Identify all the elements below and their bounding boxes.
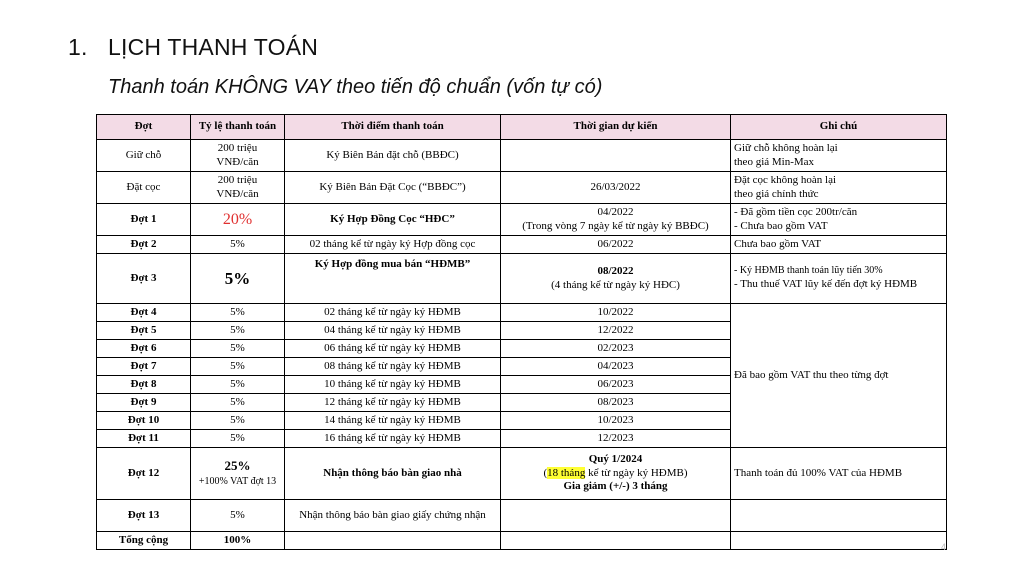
note-line: theo giá chính thức bbox=[734, 187, 819, 200]
cell-rate: 100% bbox=[191, 532, 285, 550]
rate-line: VNĐ/căn bbox=[216, 187, 259, 200]
cell-moment: Ký Hợp Đồng Cọc “HĐC” bbox=[285, 204, 501, 236]
cell-time: 26/03/2022 bbox=[501, 172, 731, 204]
cell-note-merged: Đã bao gồm VAT thu theo từng đợt bbox=[731, 304, 947, 448]
cell-moment: 14 tháng kể từ ngày ký HĐMB bbox=[285, 412, 501, 430]
table-header-row bbox=[97, 115, 947, 140]
cell-rate: 20% bbox=[191, 204, 285, 236]
cell-time: 02/2023 bbox=[501, 340, 731, 358]
cell-rate: 5% bbox=[191, 394, 285, 412]
cell-moment: 02 tháng kể từ ngày ký HĐMB bbox=[285, 304, 501, 322]
cell-dot: Đợt 2 bbox=[97, 236, 191, 254]
rate-line: 25% bbox=[224, 458, 251, 474]
cell-time: 12/2023 bbox=[501, 430, 731, 448]
rate-line: VNĐ/căn bbox=[216, 155, 259, 168]
col-header-moment: Thời điểm thanh toán bbox=[285, 115, 501, 140]
cell-moment: 16 tháng kể từ ngày ký HĐMB bbox=[285, 430, 501, 448]
cell-time bbox=[501, 204, 731, 236]
page-number: 4 bbox=[940, 542, 946, 552]
cell-dot: Đợt 6 bbox=[97, 340, 191, 358]
cell-dot: Đợt 1 bbox=[97, 204, 191, 236]
cell-note bbox=[731, 140, 947, 172]
payment-schedule-table bbox=[96, 114, 947, 550]
cell-moment: Nhận thông báo bàn giao nhà bbox=[285, 448, 501, 500]
cell-time: 10/2023 bbox=[501, 412, 731, 430]
note-line: Giữ chỗ không hoàn lại bbox=[734, 141, 838, 154]
cell-dot: Đợt 8 bbox=[97, 376, 191, 394]
cell-time: 04/2023 bbox=[501, 358, 731, 376]
note-line: Đặt cọc không hoàn lại bbox=[734, 173, 837, 186]
cell-rate bbox=[191, 172, 285, 204]
cell-time: 08/2023 bbox=[501, 394, 731, 412]
table-row bbox=[97, 236, 947, 254]
table-row bbox=[97, 140, 947, 172]
cell-note bbox=[731, 500, 947, 532]
time-line: Gia giảm (+/-) 3 tháng bbox=[563, 480, 668, 493]
time-line: 04/2022 bbox=[597, 205, 634, 218]
cell-time bbox=[501, 500, 731, 532]
rate-sub-line: +100% VAT đợt 13 bbox=[198, 476, 277, 487]
cell-rate: 5% bbox=[191, 500, 285, 532]
cell-moment: 10 tháng kể từ ngày ký HĐMB bbox=[285, 376, 501, 394]
cell-rate: 5% bbox=[191, 376, 285, 394]
time-paren: ( bbox=[543, 466, 548, 479]
table-row bbox=[97, 448, 947, 500]
table-row bbox=[97, 172, 947, 204]
cell-moment bbox=[285, 532, 501, 550]
cell-rate: 5% bbox=[191, 304, 285, 322]
cell-time: 06/2023 bbox=[501, 376, 731, 394]
cell-note: Thanh toán đủ 100% VAT của HĐMB bbox=[731, 448, 947, 500]
cell-rate bbox=[191, 448, 285, 500]
title-text: LỊCH THANH TOÁN bbox=[108, 34, 319, 60]
col-header-note: Ghi chú bbox=[731, 115, 947, 140]
time-line: kể từ ngày ký HĐMB) bbox=[585, 466, 688, 479]
cell-time bbox=[501, 254, 731, 304]
table-total-row bbox=[97, 532, 947, 550]
cell-dot: Đợt 4 bbox=[97, 304, 191, 322]
cell-note bbox=[731, 204, 947, 236]
cell-rate: 5% bbox=[191, 340, 285, 358]
rate-line: 200 triệu bbox=[217, 173, 258, 186]
cell-time: 10/2022 bbox=[501, 304, 731, 322]
time-line: (Trong vòng 7 ngày kể từ ngày ký BBĐC) bbox=[522, 219, 709, 232]
rate-line: 200 triệu bbox=[217, 141, 258, 154]
cell-rate: 5% bbox=[191, 412, 285, 430]
cell-moment: Ký Biên Bản Đặt Cọc (“BBĐC”) bbox=[285, 172, 501, 204]
cell-dot: Đợt 7 bbox=[97, 358, 191, 376]
page-title bbox=[68, 34, 318, 61]
time-line: Quý 1/2024 bbox=[588, 452, 643, 465]
cell-rate: 5% bbox=[191, 430, 285, 448]
cell-dot: Tổng cộng bbox=[97, 532, 191, 550]
cell-moment: 12 tháng kể từ ngày ký HĐMB bbox=[285, 394, 501, 412]
note-line: - Chưa bao gồm VAT bbox=[734, 219, 828, 232]
cell-rate: 5% bbox=[191, 322, 285, 340]
cell-dot: Giữ chỗ bbox=[97, 140, 191, 172]
cell-rate bbox=[191, 140, 285, 172]
time-highlight: 18 tháng bbox=[547, 466, 586, 479]
note-line: theo giá Min-Max bbox=[734, 155, 815, 168]
cell-dot: Đợt 11 bbox=[97, 430, 191, 448]
time-line: 08/2022 bbox=[597, 264, 634, 277]
cell-moment: 02 tháng kể từ ngày ký Hợp đồng cọc bbox=[285, 236, 501, 254]
cell-moment: 06 tháng kể từ ngày ký HĐMB bbox=[285, 340, 501, 358]
cell-dot: Đợt 3 bbox=[97, 254, 191, 304]
cell-rate: 5% bbox=[191, 254, 285, 304]
table-row bbox=[97, 500, 947, 532]
cell-moment: 04 tháng kể từ ngày ký HĐMB bbox=[285, 322, 501, 340]
time-line: (4 tháng kể từ ngày ký HĐC) bbox=[551, 278, 680, 291]
cell-dot: Đợt 10 bbox=[97, 412, 191, 430]
cell-moment: 08 tháng kể từ ngày ký HĐMB bbox=[285, 358, 501, 376]
cell-moment: Nhận thông báo bàn giao giấy chứng nhận bbox=[285, 500, 501, 532]
col-header-rate: Tỷ lệ thanh toán bbox=[191, 115, 285, 140]
cell-note bbox=[731, 172, 947, 204]
cell-moment: Ký Hợp đồng mua bán “HĐMB” bbox=[285, 254, 501, 304]
col-header-time: Thời gian dự kiến bbox=[501, 115, 731, 140]
cell-rate: 5% bbox=[191, 358, 285, 376]
title-number: 1. bbox=[68, 34, 88, 60]
cell-dot: Đợt 12 bbox=[97, 448, 191, 500]
cell-dot: Đợt 9 bbox=[97, 394, 191, 412]
cell-note bbox=[731, 254, 947, 304]
col-header-dot: Đợt bbox=[97, 115, 191, 140]
cell-time: 12/2022 bbox=[501, 322, 731, 340]
cell-dot: Đợt 5 bbox=[97, 322, 191, 340]
table-row bbox=[97, 254, 947, 304]
note-line: - Thu thuế VAT lũy kế đến đợt ký HĐMB bbox=[734, 277, 918, 290]
cell-time bbox=[501, 532, 731, 550]
cell-note bbox=[731, 532, 947, 550]
cell-dot: Đặt cọc bbox=[97, 172, 191, 204]
note-line: - Đã gồm tiền cọc 200tr/căn bbox=[734, 205, 858, 218]
cell-time bbox=[501, 448, 731, 500]
cell-rate: 5% bbox=[191, 236, 285, 254]
note-line: - Ký HĐMB thanh toán lũy tiến 30% bbox=[734, 265, 883, 277]
cell-dot: Đợt 13 bbox=[97, 500, 191, 532]
table-row bbox=[97, 204, 947, 236]
cell-time bbox=[501, 140, 731, 172]
cell-time: 06/2022 bbox=[501, 236, 731, 254]
cell-note: Chưa bao gồm VAT bbox=[731, 236, 947, 254]
table-row bbox=[97, 304, 947, 322]
cell-moment: Ký Biên Bản đặt chỗ (BBĐC) bbox=[285, 140, 501, 172]
page-subtitle: Thanh toán KHÔNG VAY theo tiến độ chuẩn (vốn tự có) bbox=[108, 76, 603, 98]
